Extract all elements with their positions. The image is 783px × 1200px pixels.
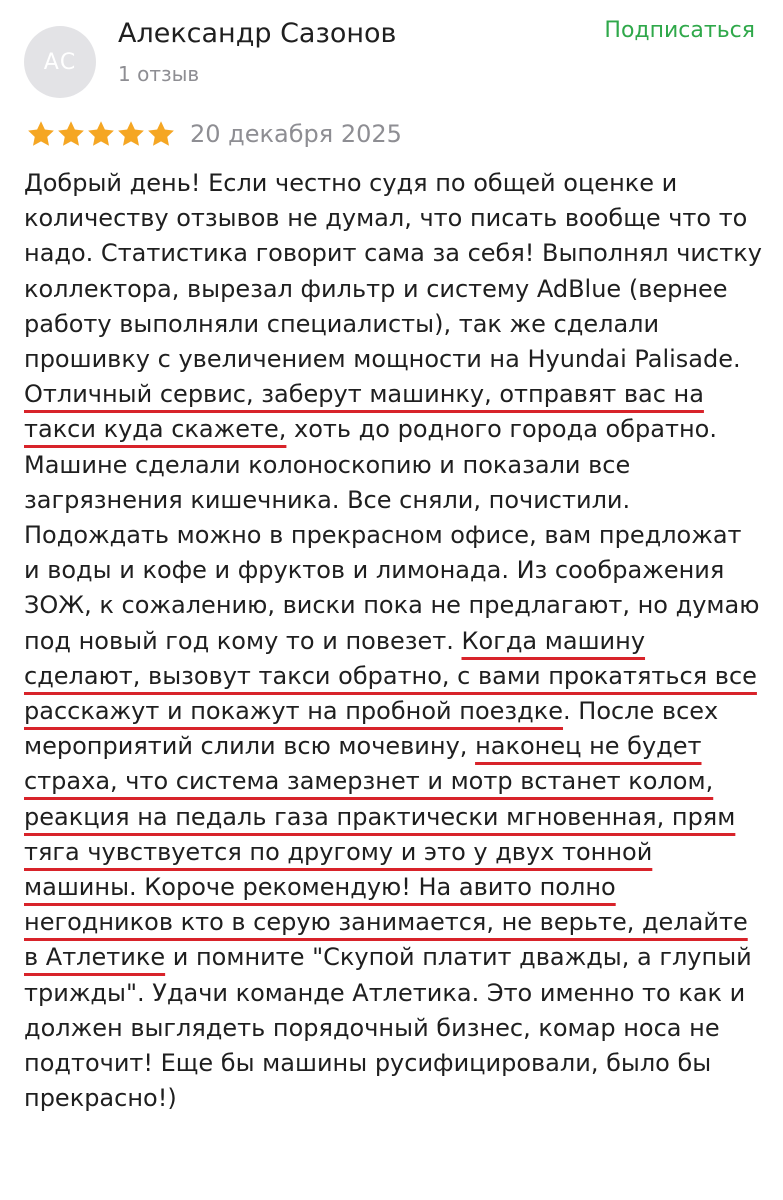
subscribe-button[interactable]: Подписаться — [604, 18, 755, 43]
star-icon — [146, 119, 176, 149]
review-text-underlined: Отличный сервис, заберут машинку, отправят вас на такси куда скажете, — [24, 380, 704, 444]
review-text-segment: . После всех мероприятий слили всю мочевину, — [24, 697, 719, 761]
review-text-underlined: Когда машину сделают, вызовут такси обратно, с вами прокатяться все расскажут и покажут на пробной поездке — [24, 626, 757, 726]
review-date: 20 декабря 2025 — [190, 120, 402, 148]
avatar[interactable]: АС — [24, 26, 96, 98]
star-icon — [86, 119, 116, 149]
rating-row — [26, 116, 402, 152]
review-text-segment: хоть до родного города обратно. Машине сделали колоноскопию и показали все загрязнения кишечника. Все сняли, почистили. Подождать можно в прекрасном офисе, вам предложат и воды и кофе и фруктов и лимонада. Из соображения ЗОЖ, к сожалению, виски пока не предлагают, но думаю под новый год кому то и повезет. — [24, 415, 760, 655]
review-header — [0, 0, 783, 110]
author-review-count: 1 отзыв — [118, 62, 200, 86]
star-icon — [116, 119, 146, 149]
review-text-segment: Добрый день! Если честно судя по общей оценке и количеству отзывов не думал, что писать вообще что то надо. Статистика говорит сама за себя! Выполнял чистку коллектора, вырезал фильтр и систему AdBlue (вернее работу выполняли специалисты), так же сделали прошивку с увеличением мощности на Hyundai Palisade. — [24, 169, 762, 374]
star-rating — [26, 119, 176, 149]
author-name[interactable]: Александр Сазонов — [118, 18, 397, 49]
review-text — [24, 166, 764, 1116]
star-icon — [26, 119, 56, 149]
review-text-underlined: наконец не будет страха, что система замерзнет и мотр встанет колом, реакция на педаль газа практически мгновенная, прям тяга чувствуется по другому и это у двух тонной машины. Короче рекомендую! На авито полно негодников кто в серую занимается, не верьте, делайте в Атлетике — [24, 732, 748, 972]
star-icon — [56, 119, 86, 149]
review-text-segment: и помните "Скупой платит дважды, а глупый трижды". Удачи команде Атлетика. Это именно то как и должен выглядеть порядочный бизнес, комар носа не подточит! Еще бы машины русифицировали, было бы прекрасно!) — [24, 943, 752, 1113]
